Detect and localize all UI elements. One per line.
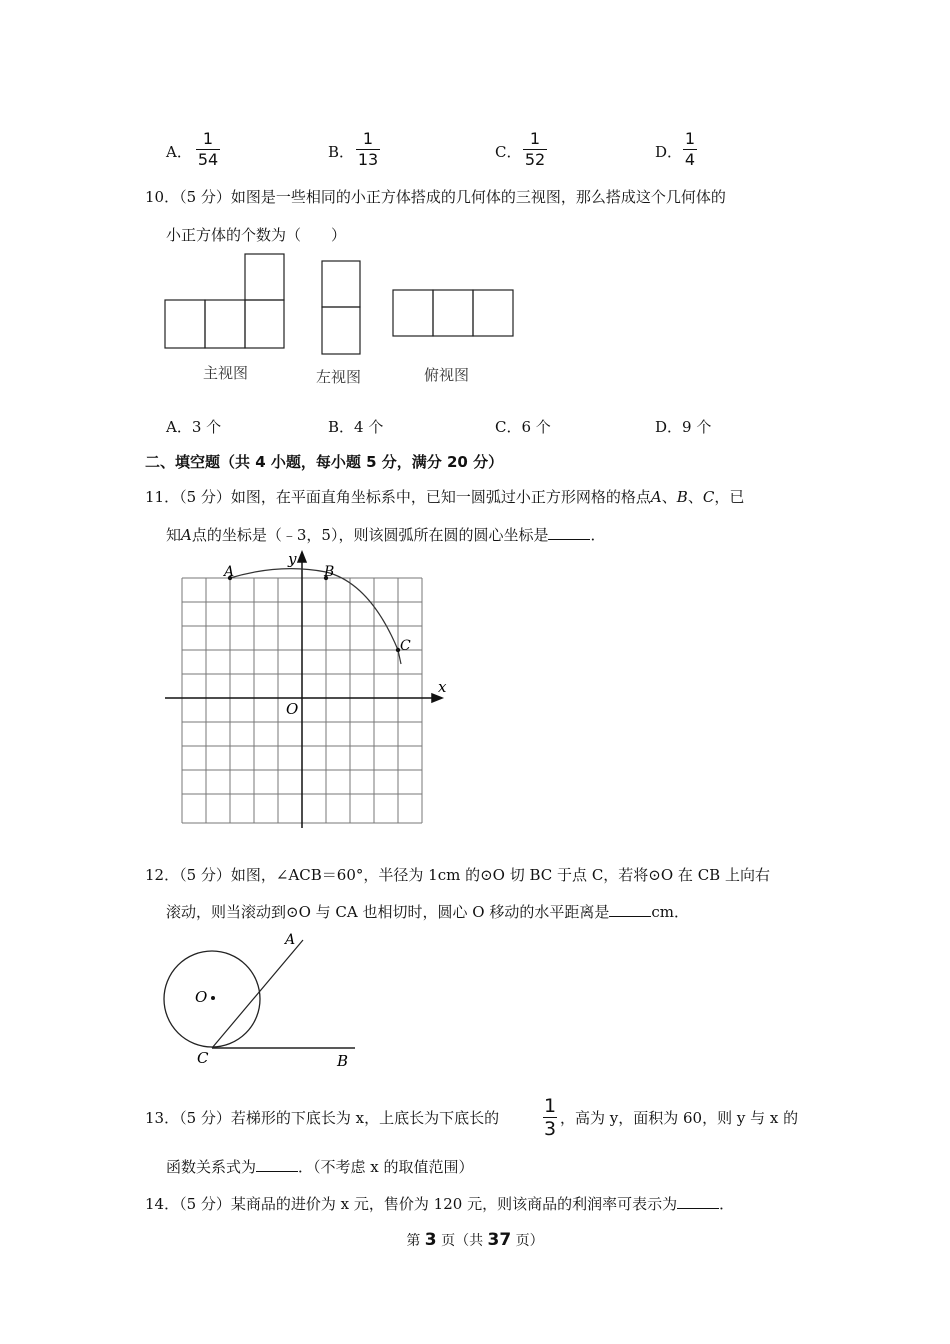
question-score: （5 分） [179,188,231,206]
question-text: 某商品的进价为 x 元，售价为 120 元，则该商品的利润率可表示为 [230,1195,678,1213]
q11-line1 [145,486,744,507]
question-score: （5 分） [179,488,231,506]
q9-option-c-letter: C． [495,143,522,161]
denominator: 52 [524,150,546,169]
front-view-label: 主视图 [203,364,249,382]
left-view-cell [322,261,360,307]
left-view-label: 左视图 [316,368,362,386]
q9-option-d-fraction [683,130,697,169]
numerator: 1 [529,129,541,148]
answer-blank [609,904,651,917]
numerator: 1 [362,129,374,148]
q9-option-a-letter: A． [166,143,192,161]
q10-option-d: D．9 个 [655,418,712,436]
q9-option-b-fraction [356,130,380,169]
point-a-ref: A [181,526,192,544]
point-b-ref: B [676,488,688,506]
q13-line1-part1 [145,1107,499,1128]
question-text: 如图，在平面直角坐标系中，已知一圆弧过小正方形网格的格点 [230,488,651,506]
q10-line2: 小正方体的个数为（ ） [166,226,347,244]
front-view-cell [205,300,245,348]
current-page-number: 3 [424,1230,437,1250]
answer-blank [256,1159,298,1172]
point-b-label: B [337,1052,349,1070]
total-pages-number: 37 [487,1230,512,1250]
question-text: 若梯形的下底长为 x，上底长为下底长的 [230,1109,500,1127]
question-number: 12． [145,866,180,884]
question-score: （5 分） [179,1195,231,1213]
q10-three-views-figure [160,250,520,360]
q12-circle-tangent-figure [155,928,375,1073]
point-b-label: B [324,564,335,580]
q9-option-a-fraction [196,130,220,169]
question-score: （5 分） [179,866,231,884]
question-text: ，已 [714,488,745,506]
q12-line1 [145,864,770,885]
q10-option-b: B．4 个 [328,418,384,436]
q13-line1-part2: ，高为 y，面积为 60，则 y 与 x 的 [560,1109,799,1127]
question-number: 10． [145,188,180,206]
q10-line1 [145,186,726,207]
question-text: ．（不考虑 x 的取值范围） [298,1158,474,1176]
question-text: 知 [166,526,182,544]
q11-coordinate-grid-figure [160,548,460,833]
origin-label: O [286,700,299,718]
question-text: 点的坐标是（﹣3，5），则该圆弧所在圆的圆心坐标是 [191,526,549,544]
q13-fraction [543,1096,557,1139]
q9-option-c-fraction [523,130,547,169]
q13-line2 [166,1156,474,1177]
answer-blank [677,1196,719,1209]
question-text: 滚动，则当滚动到⊙O 与 CA 也相切时，圆心 O 移动的水平距离是 [166,903,610,921]
question-text: ． [590,526,606,544]
point-c-label: C [197,1049,209,1067]
answer-blank [548,527,590,540]
front-view-cell [245,254,284,300]
top-view-label: 俯视图 [424,366,470,384]
question-score: （5 分） [179,1109,231,1127]
point-a-label: A [224,564,235,580]
numerator: 1 [543,1095,557,1117]
question-number: 14． [145,1195,180,1213]
center-o-dot [211,996,215,1000]
point-a-ref: A [650,488,662,506]
denominator: 13 [357,150,379,169]
question-number: 13． [145,1109,180,1127]
denominator: 4 [684,150,696,169]
x-axis-label: x [438,678,447,696]
front-view-cell [165,300,205,348]
point-c-label: C [400,638,411,654]
front-view-cell [245,300,284,348]
page-footer [0,1230,950,1250]
point-c-ref: C [702,488,715,506]
center-o-label: O [195,988,208,1006]
footer-text: 第 [406,1233,425,1249]
q14-line [145,1193,734,1214]
separator: 、 [687,488,703,506]
y-axis-label: y [288,550,297,568]
q10-option-c: C．6 个 [495,418,551,436]
denominator: 3 [543,1118,557,1140]
point-a-label: A [285,932,296,948]
denominator: 54 [197,150,219,169]
question-text: 如图是一些相同的小正方体搭成的几何体的三视图，那么搭成这个几何体的 [230,188,726,206]
question-text: cm． [651,903,689,921]
section-2-title: 二、填空题（共 4 小题，每小题 5 分，满分 20 分） [145,453,504,471]
top-view-cell [393,290,433,336]
top-view-cell [433,290,473,336]
q11-line2 [166,524,605,545]
numerator: 1 [684,129,696,148]
top-view-cell [473,290,513,336]
left-view-cell [322,307,360,354]
question-text: 如图，∠ACB＝60°，半径为 1cm 的⊙O 切 BC 于点 C，若将⊙O 在 CB 上向右 [230,866,770,884]
q12-line2 [166,901,689,922]
separator: 、 [661,488,677,506]
footer-text: 页） [511,1233,544,1249]
numerator: 1 [202,129,214,148]
ray-ca [212,940,303,1048]
y-axis-arrow [298,552,306,562]
question-text: ． [719,1195,735,1213]
q10-option-a: A．3 个 [166,418,222,436]
question-number: 11． [145,488,180,506]
question-text: 函数关系式为 [166,1158,257,1176]
q9-option-b-letter: B． [328,143,355,161]
q9-option-d-letter: D． [655,143,683,161]
footer-text: 页（共 [436,1233,488,1249]
